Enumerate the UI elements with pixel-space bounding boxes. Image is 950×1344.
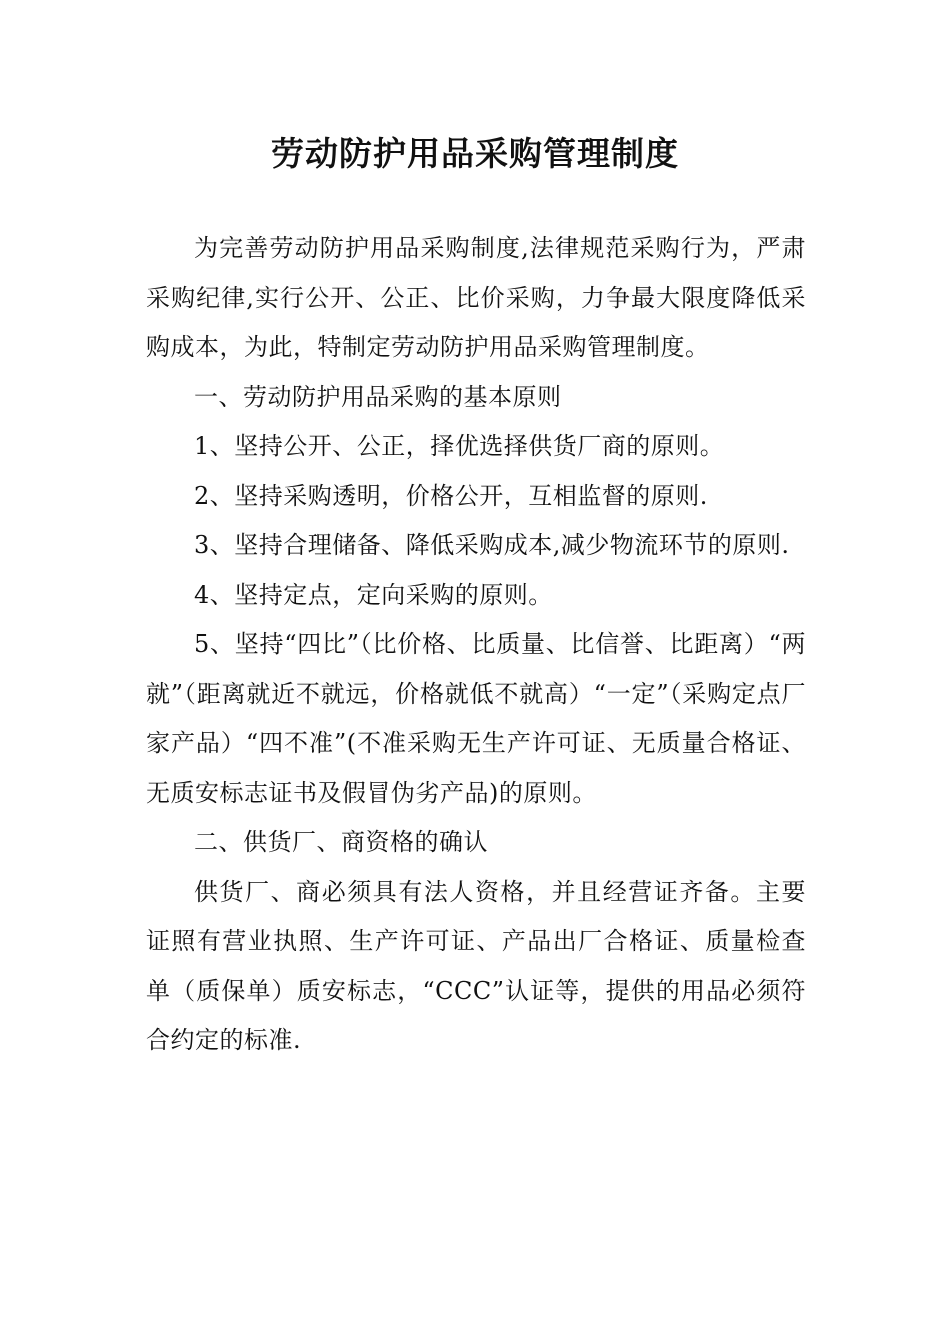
supplier-paragraph: 供货厂、商必须具有法人资格，并且经营证齐备。主要证照有营业执照、生产许可证、产品出厂合格证、质量检查单（质保单）质安标志，“CCC”认证等，提供的用品必须符合约定的标准. <box>146 877 806 1054</box>
principle-item-5: 5、坚持“四比”（比价格、比质量、比信誉、比距离）“两就”（距离就近不就远，价格就低不就高）“一定”（采购定点厂家产品）“四不准”(不准采购无生产许可证、无质量合格证、无质安标志证书及假冒伪劣产品)的原则。 <box>146 630 806 807</box>
principle-item-1: 1、坚持公开、公正，择优选择供货厂商的原则。 <box>194 432 725 460</box>
section-heading-principles: 一、劳动防护用品采购的基本原则 <box>194 382 562 411</box>
document-title: 劳动防护用品采购管理制度 <box>271 134 679 173</box>
principle-item-2: 2、坚持采购透明，价格公开，互相监督的原则. <box>194 481 708 510</box>
document-body <box>146 224 806 1066</box>
intro-paragraph: 为完善劳动防护用品采购制度,法律规范采购行为，严肃采购纪律,实行公开、公正、比价采购，力争最大限度降低采购成本，为此，特制定劳动防护用品采购管理制度。 <box>146 234 806 361</box>
principle-item-3: 3、坚持合理储备、降低采购成本,减少物流环节的原则. <box>194 531 790 559</box>
section-heading-supplier: 二、供货厂、商资格的确认 <box>194 828 488 856</box>
principle-item-4: 4、坚持定点，定向采购的原则。 <box>194 580 553 609</box>
